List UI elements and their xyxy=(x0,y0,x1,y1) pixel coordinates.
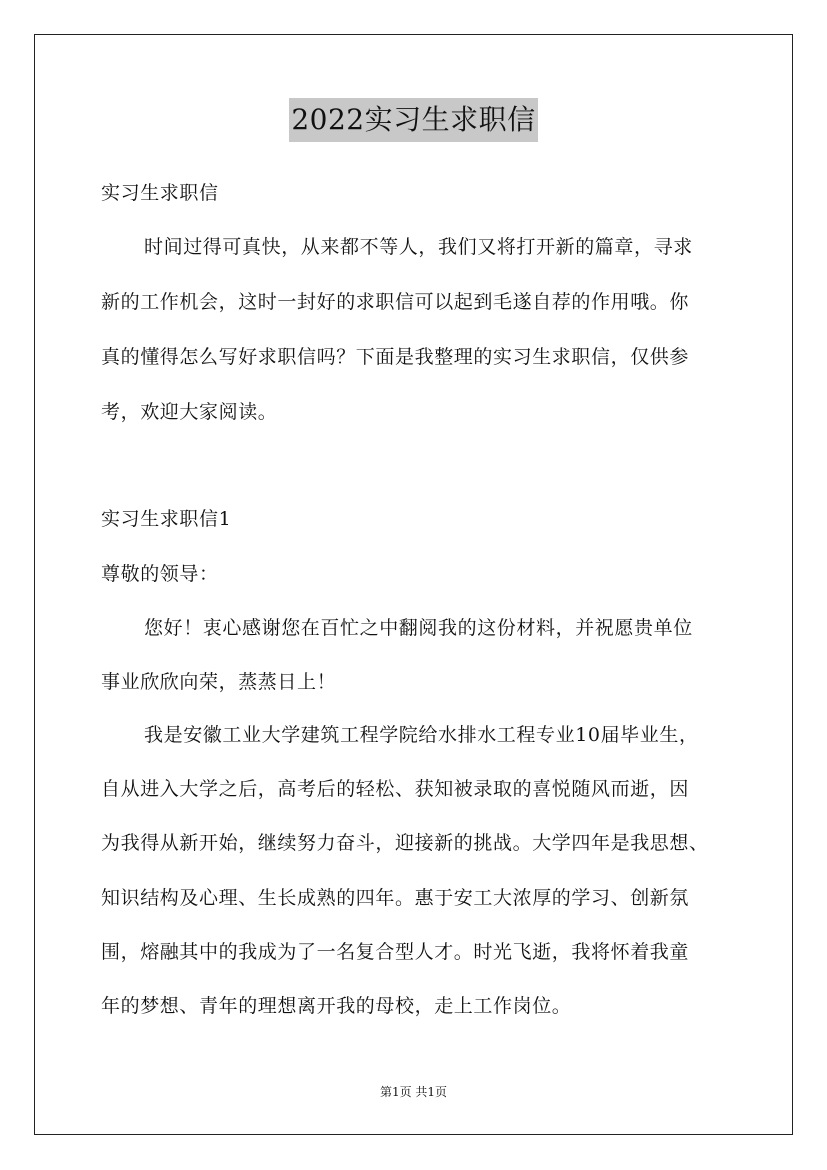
document-title: 2022实习生求职信 xyxy=(289,98,537,142)
paragraph-line: 您好！衷心感谢您在百忙之中翻阅我的这份材料，并祝愿贵单位 xyxy=(144,617,693,639)
paragraph-line: 年的梦想、青年的理想离开我的母校，走上工作岗位。 xyxy=(101,995,572,1017)
paragraph-line: 事业欣欣向荣，蒸蒸日上！ xyxy=(101,671,337,693)
salutation: 尊敬的领导： xyxy=(101,563,219,585)
paragraph-line: 为我得从新开始，继续努力奋斗，迎接新的挑战。大学四年是我思想、 xyxy=(101,832,709,854)
paragraph-line: 我是安徽工业大学建筑工程学院给水排水工程专业10届毕业生， xyxy=(144,724,699,746)
paragraph-line: 考，欢迎大家阅读。 xyxy=(101,401,278,423)
paragraph-line: 知识结构及心理、生长成熟的四年。惠于安工大浓厚的学习、创新氛 xyxy=(101,887,690,909)
paragraph-line: 自从进入大学之后，高考后的轻松、获知被录取的喜悦随风而逝，因 xyxy=(101,778,690,800)
section-heading: 实习生求职信 xyxy=(101,182,219,204)
paragraph-line: 围，熔融其中的我成为了一名复合型人才。时光飞逝，我将怀着我童 xyxy=(101,941,690,963)
paragraph-line: 时间过得可真快，从来都不等人，我们又将打开新的篇章，寻求 xyxy=(144,236,693,258)
letter-heading: 实习生求职信1 xyxy=(101,508,232,530)
paragraph-line: 新的工作机会，这时一封好的求职信可以起到毛遂自荐的作用哦。你 xyxy=(101,291,690,313)
title-container xyxy=(0,98,827,142)
page-footer: 第1页 共1页 xyxy=(379,1085,448,1099)
paragraph-line: 真的懂得怎么写好求职信吗？下面是我整理的实习生求职信，仅供参 xyxy=(101,346,690,368)
